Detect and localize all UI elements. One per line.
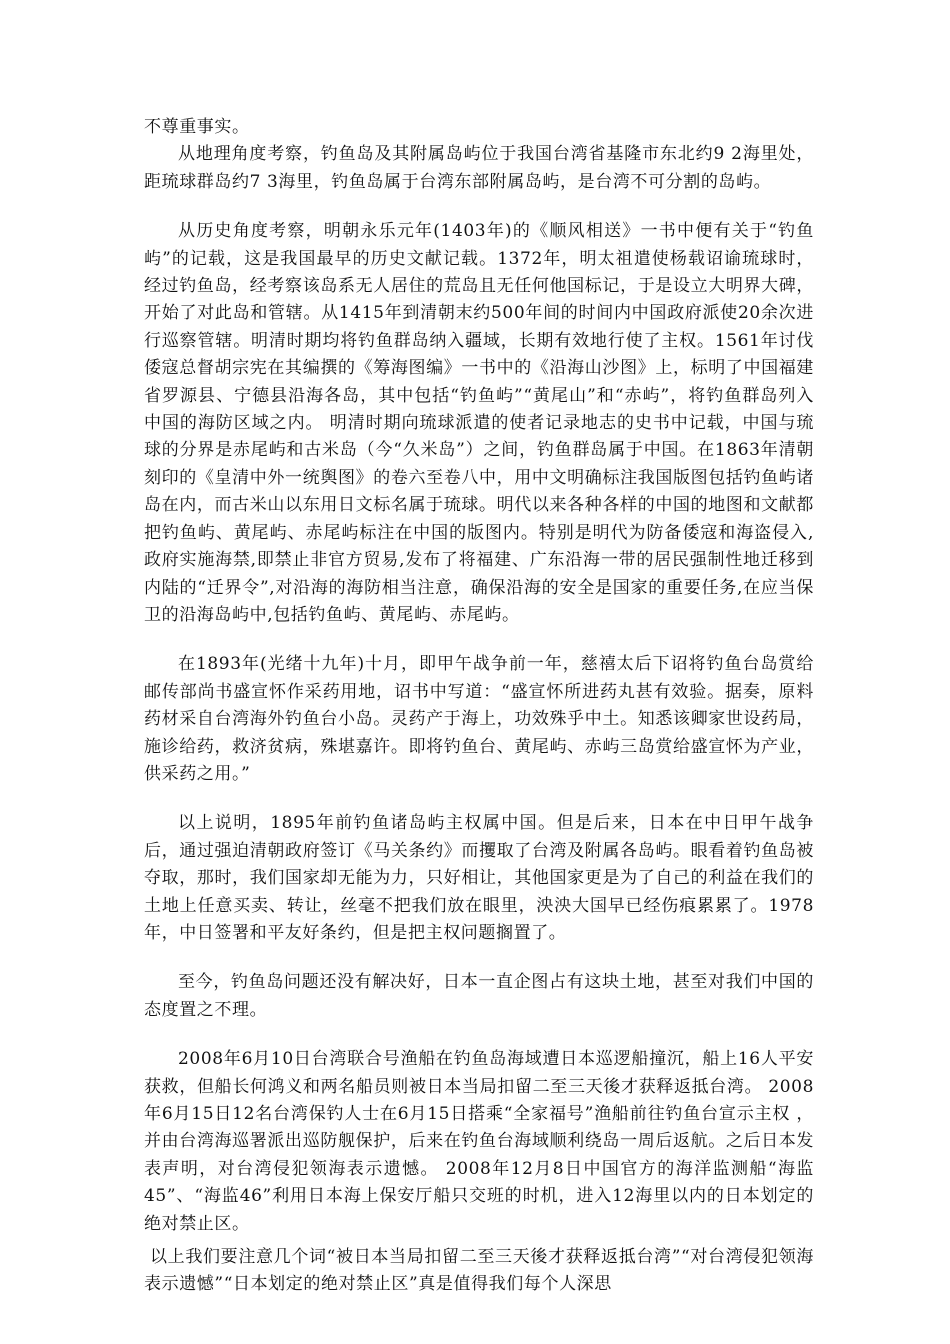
paragraph-1893-edict: 在1893年(光绪十九年)十月，即甲午战争前一年，慈禧太后下诏将钓鱼台岛赏给邮传部尚书盛宣怀作采药用地，诏书中写道：“盛宣怀所进药丸甚有效验。据奏，原料药材采自台湾海外钓鱼台小岛。灵药产于海上，功效殊乎中土。知悉该卿家世设药局，施诊给药，救济贫病，殊堪嘉许。即将钓鱼台、黄尾屿、赤屿三岛赏给盛宣怀为产业，供采药之用。” bbox=[144, 654, 814, 784]
paragraph-intro-tail: 不尊重事实。 bbox=[144, 117, 250, 137]
paragraph-1895-treaty: 以上说明，1895年前钓鱼诸岛屿主权属中国。但是后来，日本在中日甲午战争后，通过强迫清朝政府签订《马关条约》而攫取了台湾及附属各岛屿。眼看着钓鱼岛被夺取，那时，我们国家却无能为力，只好相让，其他国家更是为了自己的利益在我们的土地上任意买卖、转让，丝毫不把我们放在眼里，泱泱大国早已经伤痕累累了。1978年，中日签署和平友好条约，但是把主权问题搁置了。 bbox=[144, 813, 814, 943]
paragraph-current-status: 至今，钓鱼岛问题还没有解决好，日本一直企图占有这块土地，甚至对我们中国的态度置之不理。 bbox=[144, 972, 814, 1020]
paragraph-reflection: 以上我们要注意几个词“被日本当局扣留二至三天後才获释返抵台湾”“对台湾侵犯领海表示遗憾”“日本划定的绝对禁止区”真是值得我们每个人深思 bbox=[144, 1247, 814, 1295]
paragraph-history: 从历史角度考察，明朝永乐元年(1403年)的《顺风相送》一书中便有关于“钓鱼屿”的记载，这是我国最早的历史文献记载。1372年，明太祖遣使杨载诏谕琉球时，经过钓鱼岛，经考察该岛系无人居住的荒岛且无任何他国标记，于是设立大明界大碑，开始了对此岛和管辖。从1415年到清朝末约500年间的时间内中国政府派使20余次进行巡察管辖。明清时期均将钓鱼群岛纳入疆域，长期有效地行使了主权。1561年讨伐倭寇总督胡宗宪在其编撰的《筹海图编》一书中的《沿海山沙图》上，标明了中国福建省罗源县、宁德县沿海各岛，其中包括“钓鱼屿”“黄尾山”和“赤屿”，将钓鱼群岛列入中国的海防区域之内。 明清时期向琉球派遣的使者记录地志的史书中记载，中国与琉球的分界是赤尾屿和古米岛（今“久米岛”）之间，钓鱼群岛属于中国。在1863年清朝刻印的《皇清中外一统舆图》的卷六至卷八中，用中文明确标注我国版图包括钓鱼屿诸岛在内，而古米山以东用日文标名属于琉球。明代以来各种各样的中国的地图和文献都把钓鱼屿、黄尾屿、赤尾屿标注在中国的版图内。特别是明代为防备倭寇和海盗侵入,政府实施海禁,即禁止非官方贸易,发布了将福建、广东沿海一带的居民强制性地迁移到内陆的“迁界令”,对沿海的海防相当注意，确保沿海的安全是国家的重要任务,在应当保卫的沿海岛屿中,包括钓鱼屿、黄尾屿、赤尾屿。 bbox=[144, 221, 814, 625]
paragraph-geography: 从地理角度考察，钓鱼岛及其附属岛屿位于我国台湾省基隆市东北约9 2海里处，距琉球群岛约7 3海里，钓鱼岛属于台湾东部附属岛屿，是台湾不可分割的岛屿。 bbox=[144, 144, 814, 192]
paragraph-2008-events: 2008年6月10日台湾联合号渔船在钓鱼岛海域遭日本巡逻船撞沉，船上16人平安获救，但船长何鸿义和两名船员则被日本当局扣留二至三天後才获释返抵台湾。 2008年6月15日12名台湾保钓人士在6月15日搭乘“全家福号”渔船前往钓鱼台宣示主权 ，并由台湾海巡署派出巡防舰保护，后来在钓鱼台海域顺利绕岛一周后返航。之后日本发表声明，对台湾侵犯领海表示遗憾。 2008年12月8日中国官方的海洋监测船“海监45”、“海监46”利用日本海上保安厅船只交班的时机，进入12海里以内的日本划定的绝对禁止区。 bbox=[144, 1049, 814, 1234]
